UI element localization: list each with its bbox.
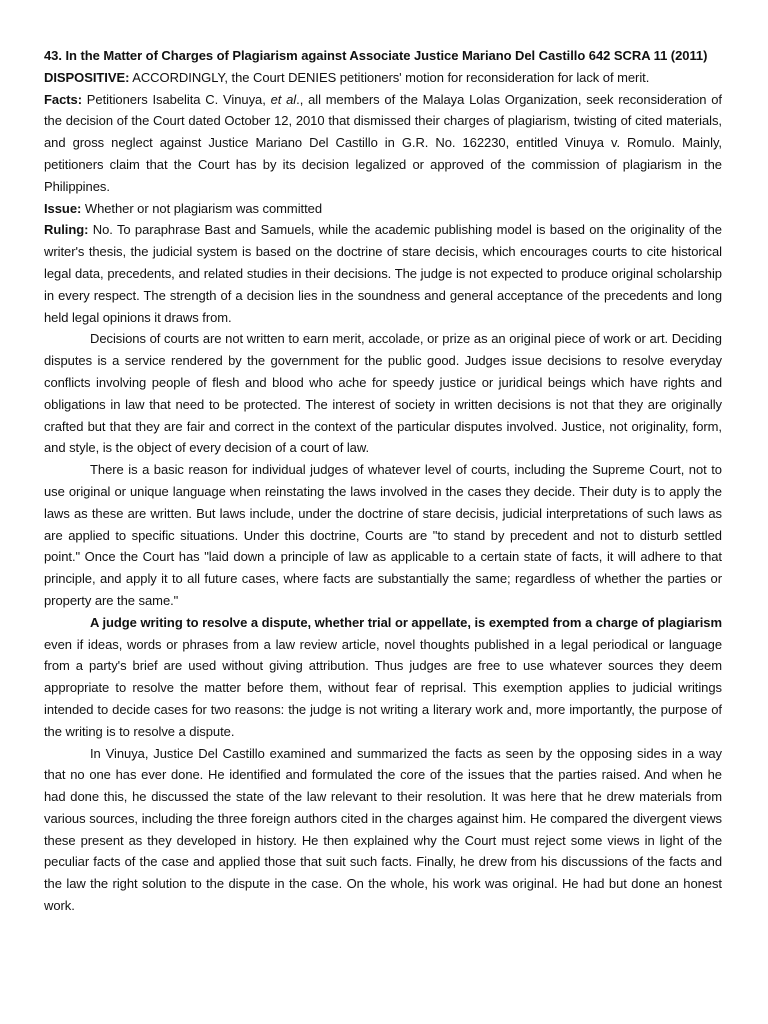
document-page	[44, 45, 722, 917]
exemption-rest-text: even if ideas, words or phrases from a law review article, novel thoughts published in a legal periodical or language from a party's brief are used without giving attribution. Thus judges are free to use whatever sources they deem appropriate to resolve the matter before them, without fear of reprisal. This exemption applies to judicial writings intended to decide cases for two reasons: the judge is not writing a literary work and, more importantly, the purpose of the writing is to resolve a dispute.	[44, 636, 722, 739]
dispositive-label: DISPOSITIVE:	[44, 69, 130, 85]
exemption-bold-text: A judge writing to resolve a dispute, whether trial or appellate, is exempted from a charge of plagiarism	[90, 614, 722, 630]
issue-text: Whether or not plagiarism was committed	[81, 200, 323, 216]
issue-label: Issue:	[44, 200, 82, 216]
facts-label: Facts:	[44, 91, 82, 107]
facts-section	[44, 89, 722, 198]
dispositive-section	[44, 67, 722, 89]
paragraph-judge-exemption	[44, 612, 722, 743]
paragraph-decisions-of-courts: Decisions of courts are not written to earn merit, accolade, or prize as an original piece of work or art. Deciding disputes is a service rendered by the government for the public good. Judges issue decisions to resolve everyday conflicts involving people of flesh and blood who ache for speedy justice or juridical beings which have rights and obligations in law that need to be protected. The interest of society in written decisions is not that they are originally crafted but that they are fair and correct in the context of the particular disputes involved. Justice, not originality, form, and style, is the object of every decision of a court of law.	[44, 331, 722, 456]
ruling-section	[44, 219, 722, 328]
ruling-text: No. To paraphrase Bast and Samuels, while the academic publishing model is based on the originality of the writer's thesis, the judicial system is based on the doctrine of stare decisis, which encourages courts to cite historical legal data, precedents, and related studies in their decisions. The judge is not expected to produce original scholarship in every respect. The strength of a decision lies in the soundness and general acceptance of the precedents and long held legal opinions it draws from.	[44, 222, 722, 325]
facts-text-after: ., all members of the Malaya Lolas Organization, seek reconsideration of the decision of the Court dated October 12, 2010 that dismissed their charges of plagiarism, twisting of cited materials, and gross neglect against Justice Mariano Del Castillo in G.R. No. 162230, entitled Vinuya v. Romulo. Mainly, petitioners claim that the Court has by its decision legalized or approved of the commission of plagiarism in the Philippines.	[44, 91, 722, 194]
paragraph-in-vinuya: In Vinuya, Justice Del Castillo examined and summarized the facts as seen by the opposing sides in a way that no one has ever done. He identified and formulated the core of the issues that the parties raised. And when he had done this, he discussed the state of the law relevant to their resolution. It was here that he drew materials from various sources, including the three foreign authors cited in the charges against him. He compared the divergent views these present as they developed in history. He then explained why the Court must reject some views in light of the peculiar facts of the case and applied those that suit such facts. Finally, he drew from his discussions of the facts and the law the right solution to the dispute in the case. On the whole, his work was original. He had but done an honest work.	[44, 745, 722, 914]
dispositive-text: ACCORDINGLY, the Court DENIES petitioners' motion for reconsideration for lack of merit.	[129, 69, 650, 85]
facts-text-before: Petitioners Isabelita C. Vinuya,	[82, 91, 271, 107]
issue-section	[44, 198, 722, 220]
ruling-label: Ruling:	[44, 222, 89, 238]
facts-italic-et-al: et al	[270, 91, 297, 107]
case-title: 43. In the Matter of Charges of Plagiarism against Associate Justice Mariano Del Castillo 642 SCRA 11 (2011)	[44, 48, 708, 63]
paragraph-basic-reason: There is a basic reason for individual judges of whatever level of courts, including the Supreme Court, not to use original or unique language when reinstating the laws involved in the cases they decide. Their duty is to apply the laws as these are written. But laws include, under the doctrine of stare decisis, judicial interpretations of such laws as are applied to specific situations. Under this doctrine, Courts are "to stand by precedent and not to disturb settled point." Once the Court has "laid down a principle of law as applicable to a certain state of facts, it will adhere to that principle, and apply it to all future cases, where facts are substantially the same; regardless of whether the parties or property are the same."	[44, 462, 722, 608]
